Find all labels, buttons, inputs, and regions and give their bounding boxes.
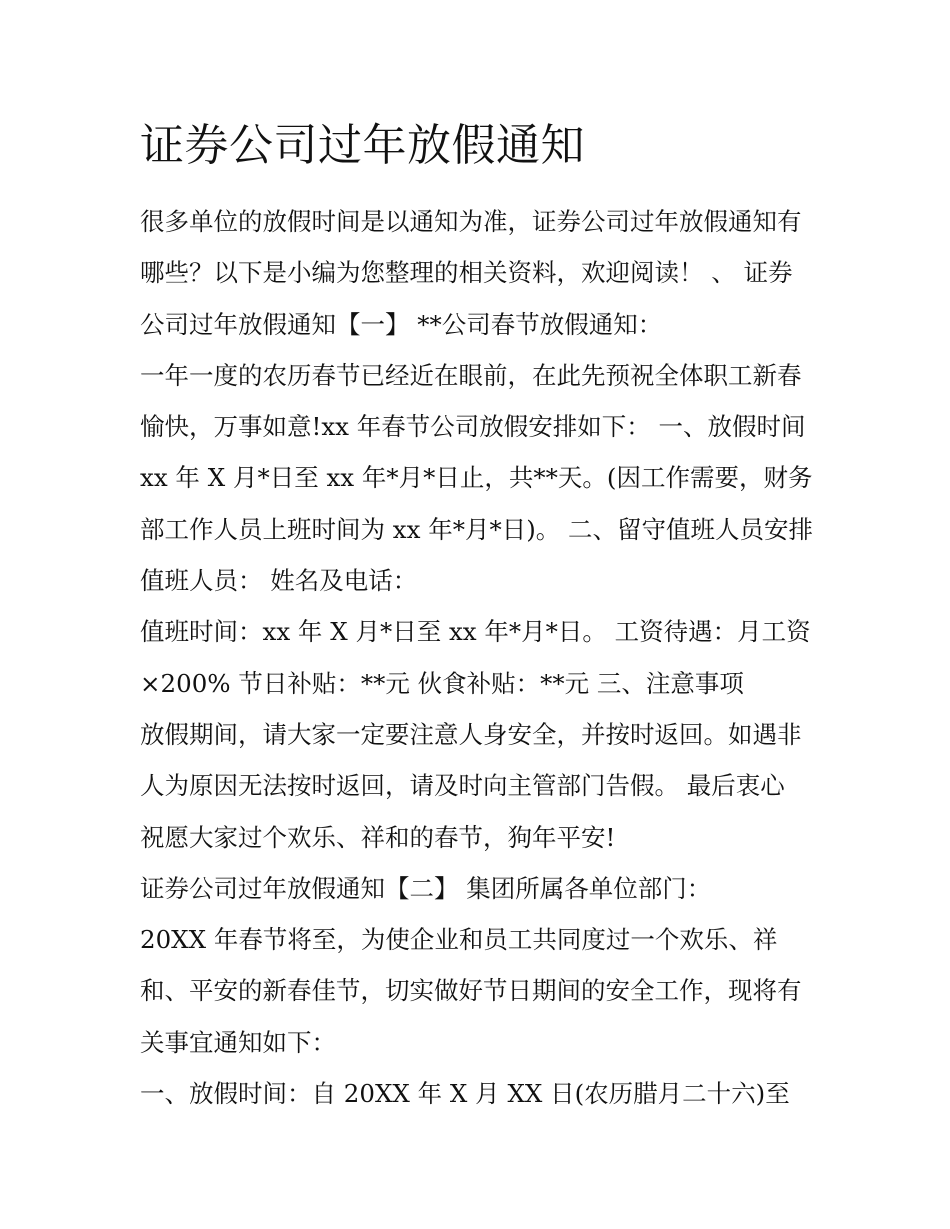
text-line: 值班人员： 姓名及电话：: [140, 566, 418, 596]
document-title: 证券公司过年放假通知: [140, 120, 585, 171]
text-line: 和、平安的新春佳节，切实做好节日期间的安全工作，现将有: [140, 976, 802, 1006]
text-line: xx 年 X 月*日至 xx 年*月*日止，共**天。(因工作需要，财务: [140, 463, 813, 493]
text-line: 愉快，万事如意!xx 年春节公司放假安排如下： 一、放假时间: [140, 412, 806, 442]
text-line: 祝愿大家过个欢乐、祥和的春节，狗年平安!: [140, 822, 616, 852]
text-line: 关事宜通知如下：: [140, 1027, 336, 1057]
text-line: 证券公司过年放假通知【二】 集团所属各单位部门：: [140, 873, 712, 903]
text-line: 20XX 年春节将至，为使企业和员工共同度过一个欢乐、祥: [140, 925, 778, 955]
text-line: 很多单位的放假时间是以通知为准，证券公司过年放假通知有: [140, 207, 802, 236]
text-line: 放假期间，请大家一定要注意人身安全，并按时返回。如遇非: [140, 719, 802, 749]
text-line: 值班时间：xx 年 X 月*日至 xx 年*月*日。 工资待遇：月工资: [140, 617, 811, 647]
text-line: 公司过年放假通知【一】 **公司春节放假通知：: [140, 309, 663, 339]
text-line: 人为原因无法按时返回，请及时向主管部门告假。 最后衷心: [140, 771, 785, 801]
document-body: [140, 196, 840, 1119]
text-line: 部工作人员上班时间为 xx 年*月*日)。 二、留守值班人员安排: [140, 514, 814, 544]
text-line: 一年一度的农历春节已经近在眼前，在此先预祝全体职工新春: [140, 360, 802, 390]
text-line: ×200% 节日补贴：**元 伙食补贴：**元 三、注意事项: [140, 668, 744, 698]
text-line: 一、放假时间：自 20XX 年 X 月 XX 日(农历腊月二十六)至: [140, 1079, 790, 1109]
text-line: 哪些？以下是小编为您整理的相关资料，欢迎阅读！ 、 证券: [140, 258, 793, 288]
